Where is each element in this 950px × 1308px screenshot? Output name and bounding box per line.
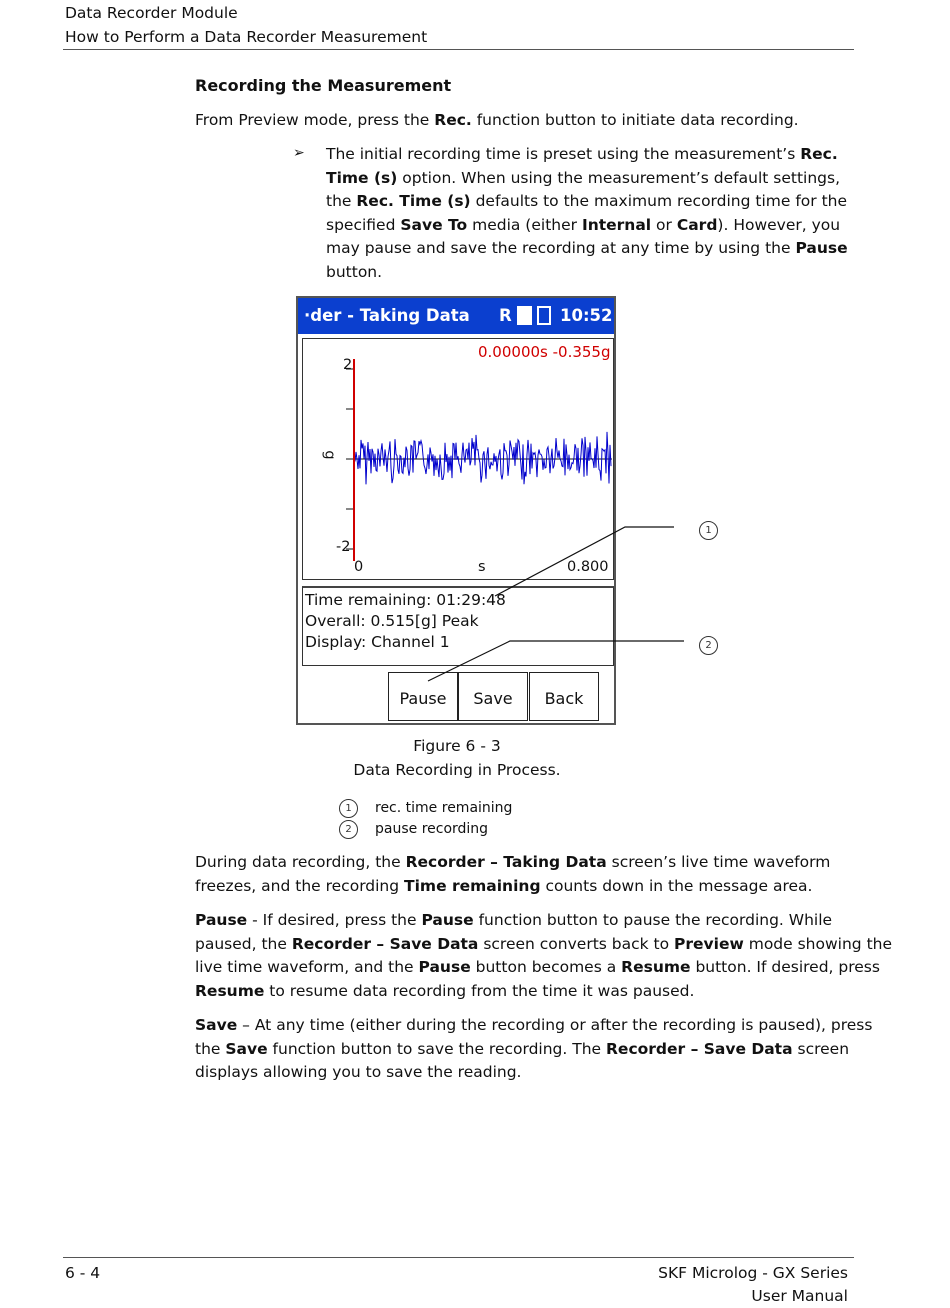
section-title: Recording the Measurement: [195, 76, 452, 95]
message-area: [302, 586, 614, 666]
legend-2-text: pause recording: [375, 821, 489, 837]
waveform-plot: [302, 338, 614, 580]
paragraph-recording: During data recording, the Recorder – Taking Data screen’s live time waveform freezes, and the recording Time remaining counts down in the message area.: [195, 853, 831, 895]
x-tick-left: 0: [354, 559, 364, 575]
running-header-module: Data Recorder Module: [65, 4, 238, 22]
figure-caption: Data Recording in Process.: [353, 761, 561, 779]
running-header-section: How to Perform a Data Recorder Measurement: [65, 28, 428, 46]
pause-button[interactable]: Pause: [388, 672, 458, 721]
y-tick-bottom: -2: [336, 539, 351, 555]
device-title: ·der - Taking Data: [304, 306, 470, 325]
display-channel-text: Display: Channel 1: [305, 633, 450, 651]
figure-number: Figure 6 - 3: [413, 737, 501, 755]
intro-paragraph: From Preview mode, press the Rec. function button to initiate data recording.: [195, 111, 799, 129]
paragraph-save: Save – At any time (either during the recording or after the recording is paused), press the Save function button to save the recording. The Recorder – Save Data screen displays allowing you to save the reading.: [195, 1016, 873, 1081]
footer-rule: [63, 1257, 854, 1258]
footer-manual: User Manual: [751, 1287, 848, 1305]
save-button[interactable]: Save: [458, 672, 528, 721]
y-tick-top: 2: [343, 357, 353, 373]
memory-card-icon: [517, 306, 532, 325]
battery-icon: [537, 306, 551, 325]
legend-1-text: rec. time remaining: [375, 800, 513, 816]
back-button[interactable]: Back: [529, 672, 599, 721]
footer-product: SKF Microlog - GX Series: [658, 1264, 848, 1282]
device-screenshot: [296, 296, 616, 725]
paragraph-pause: Pause - If desired, press the Pause function button to pause the recording. While paused, the Recorder – Save Data screen converts back to Preview mode showing the live time waveform, and the Pause button becomes a Resume button. If desired, press Resume to resume data recording from the time it was paused.: [195, 911, 893, 1000]
callout-1-marker: 1: [699, 521, 718, 540]
device-clock: 10:52: [560, 306, 613, 325]
callout-2-marker: 2: [699, 636, 718, 655]
legend-2-marker: 2: [339, 820, 358, 839]
time-remaining-text: Time remaining: 01:29:48: [305, 591, 506, 609]
legend-1-marker: 1: [339, 799, 358, 818]
page-number: 6 - 4: [65, 1264, 101, 1282]
waveform-trace: [355, 432, 611, 485]
device-title-right: R: [499, 306, 512, 325]
x-axis-unit: s: [478, 559, 486, 575]
y-axis-unit: g: [321, 450, 338, 460]
cursor-readout: 0.00000s -0.355g: [478, 343, 611, 361]
overall-text: Overall: 0.515[g] Peak: [305, 612, 479, 630]
bullet-arrow-icon: ➢: [293, 145, 305, 161]
header-rule: [63, 49, 854, 50]
x-tick-right: 0.800: [567, 559, 609, 575]
bullet-text: The initial recording time is preset using the measurement’s Rec. Time (s) option. When using the measurement’s default settings, the Rec. Time (s) defaults to the maximum recording time for the specified Save To media (either Internal or Card). However, you may pause and save the recording at any time by using the Pause button.: [326, 145, 848, 281]
device-titlebar: [298, 298, 614, 334]
